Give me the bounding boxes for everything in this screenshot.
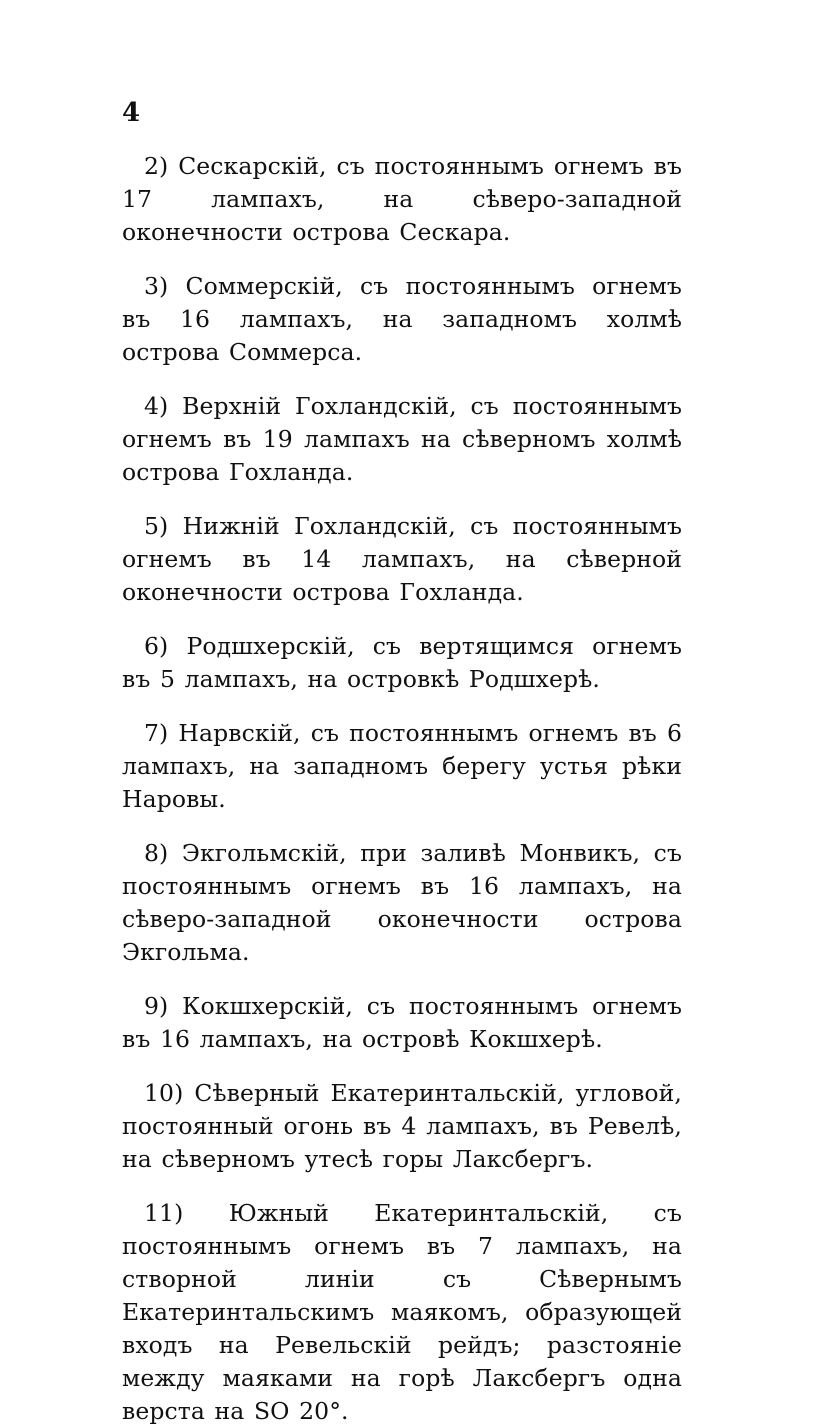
entry-ekholm-lighthouse: 8) Экгольмскій, при заливѣ Монвикъ, съ постояннымъ огнемъ въ 16 лампахъ, на сѣверо-западной оконечности острова Экгольма. bbox=[122, 839, 682, 966]
entry-sommers-lighthouse: 3) Соммерскій, съ постояннымъ огнемъ въ 16 лампахъ, на западномъ холмѣ острова Соммерса. bbox=[122, 272, 682, 366]
lighthouse-list bbox=[122, 150, 682, 1428]
entry-narva-lighthouse: 7) Нарвскій, съ постояннымъ огнемъ въ 6 лампахъ, на западномъ берегу устья рѣки Наровы. bbox=[122, 719, 682, 813]
page-number: 4 bbox=[122, 98, 141, 128]
entry-lower-gogland-lighthouse: 5) Нижній Гохландскій, съ постояннымъ огнемъ въ 14 лампахъ, на сѣверной оконечности острова Гохланда. bbox=[122, 512, 682, 606]
entry-kokshher-lighthouse: 9) Кокшхерскій, съ постояннымъ огнемъ въ 16 лампахъ, на островѣ Кокшхерѣ. bbox=[122, 992, 682, 1053]
entry-north-ekaterinthal-lighthouse: 10) Сѣверный Екатеринтальскій, угловой, постоянный огонь въ 4 лампахъ, въ Ревелѣ, на сѣверномъ утесѣ горы Лаксбергъ. bbox=[122, 1079, 682, 1173]
entry-rodsher-lighthouse: 6) Родшхерскій, съ вертящимся огнемъ въ 5 лампахъ, на островкѣ Родшхерѣ. bbox=[122, 632, 682, 693]
entry-upper-gogland-lighthouse: 4) Верхній Гохландскій, съ постояннымъ огнемъ въ 19 лампахъ на сѣверномъ холмѣ острова Гохланда. bbox=[122, 392, 682, 486]
entry-sesкar-lighthouse: 2) Сескарскій, съ постояннымъ огнемъ въ 17 лампахъ, на сѣверо-западной оконечности острова Сескара. bbox=[122, 152, 682, 246]
entry-south-ekaterinthal-lighthouse: 11) Южный Екатеринтальскій, съ постояннымъ огнемъ въ 7 лампахъ, на створной линіи съ Сѣвернымъ Екатеринтальскимъ маякомъ, образующей входъ на Ревельскій рейдъ; разстояніе между маяками на горѣ Лаксбергъ одна верста на SO 20°. bbox=[122, 1199, 682, 1425]
